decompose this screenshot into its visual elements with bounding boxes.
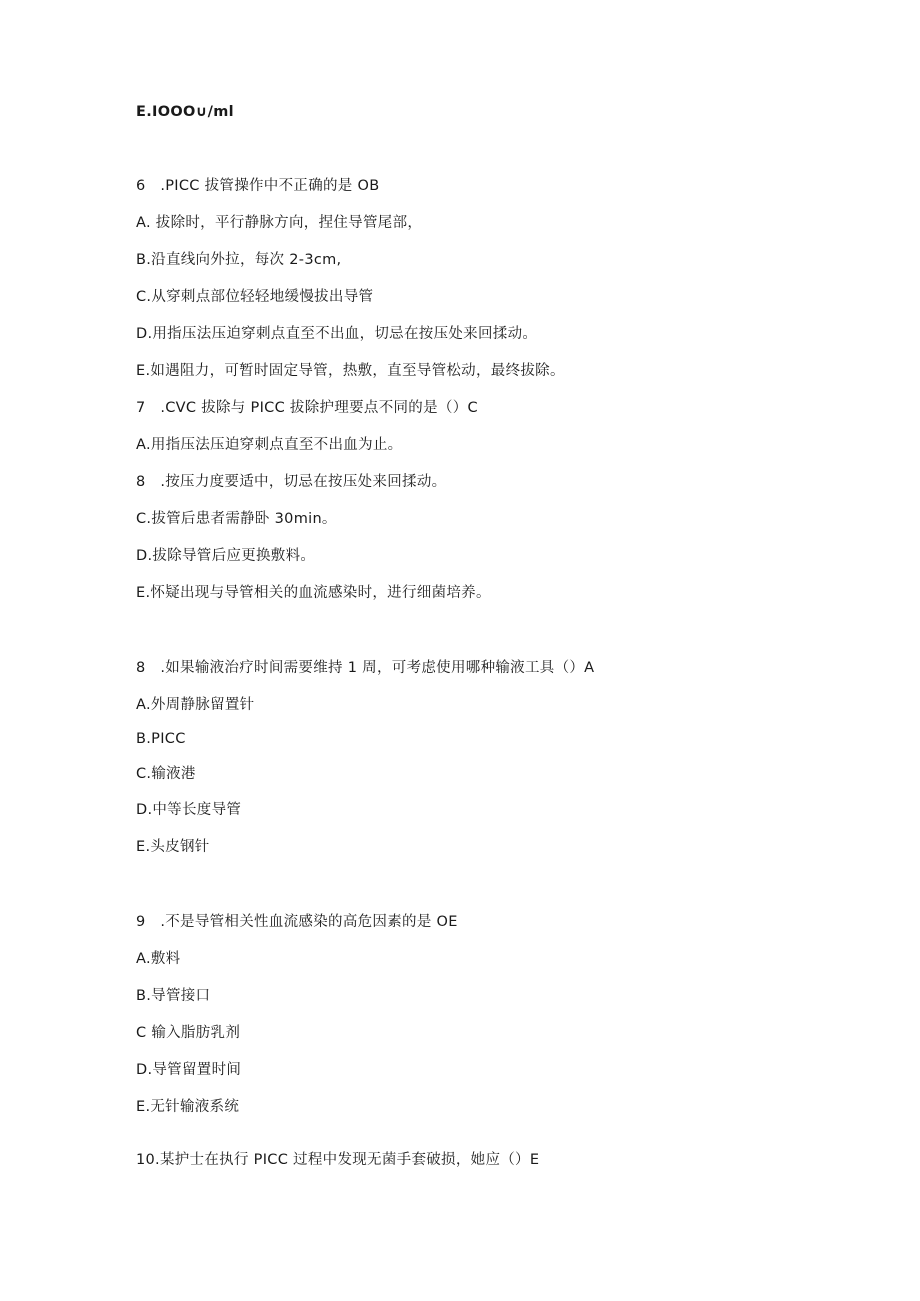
option-a-line: A.用指压法压迫穿刺点直至不出血为止。 — [136, 437, 403, 453]
question-7-line: 7 .CVC 拔除与 PICC 拔除护理要点不同的是（）C — [136, 400, 478, 416]
option-a-line: A.外周静脉留置针 — [136, 697, 255, 713]
option-c-line: C.从穿刺点部位轻轻地缓慢拔出导管 — [136, 289, 374, 305]
option-b-line: B.导管接口 — [136, 988, 211, 1004]
option-e-line: E.无针输液系统 — [136, 1099, 240, 1115]
question-10-line: 10.某护士在执行 PICC 过程中发现无菌手套破损，她应（）E — [136, 1152, 540, 1168]
option-c-line: C.输液港 — [136, 766, 196, 782]
option-e-line: E.IOOO∪/ml — [136, 104, 234, 120]
option-d-line: D.导管留置时间 — [136, 1062, 242, 1078]
question-8-line: 8 .如果输液治疗时间需要维持 1 周，可考虑使用哪种输液工具（）A — [136, 660, 595, 676]
option-d-line: D.中等长度导管 — [136, 802, 242, 818]
option-c-line: C 输入脂肪乳剂 — [136, 1025, 241, 1041]
option-a-line: A.敷料 — [136, 951, 181, 967]
option-e-line: E.如遇阻力，可暂时固定导管，热敷，直至导管松动，最终拔除。 — [136, 363, 565, 379]
option-e-line: E.头皮钢针 — [136, 839, 210, 855]
question-9-line: 9 .不是导管相关性血流感染的高危因素的是 OE — [136, 914, 458, 930]
option-a-line: A. 拔除时，平行静脉方向，捏住导管尾部， — [136, 215, 423, 231]
question-6-line: 6 .PICC 拔管操作中不正确的是 OB — [136, 178, 380, 194]
option-c-line: C.拔管后患者需静卧 30min。 — [136, 511, 337, 527]
option-b-line: B.沿直线向外拉，每次 2-3cm, — [136, 252, 342, 268]
option-d-line: D.用指压法压迫穿刺点直至不出血，切忌在按压处来回揉动。 — [136, 326, 538, 342]
question-8-line: 8 .按压力度要适中，切忌在按压处来回揉动。 — [136, 474, 447, 490]
option-d-line: D.拔除导管后应更换敷料。 — [136, 548, 316, 564]
option-b-line: B.PICC — [136, 731, 186, 747]
option-e-line: E.怀疑出现与导管相关的血流感染时，进行细菌培养。 — [136, 585, 491, 601]
